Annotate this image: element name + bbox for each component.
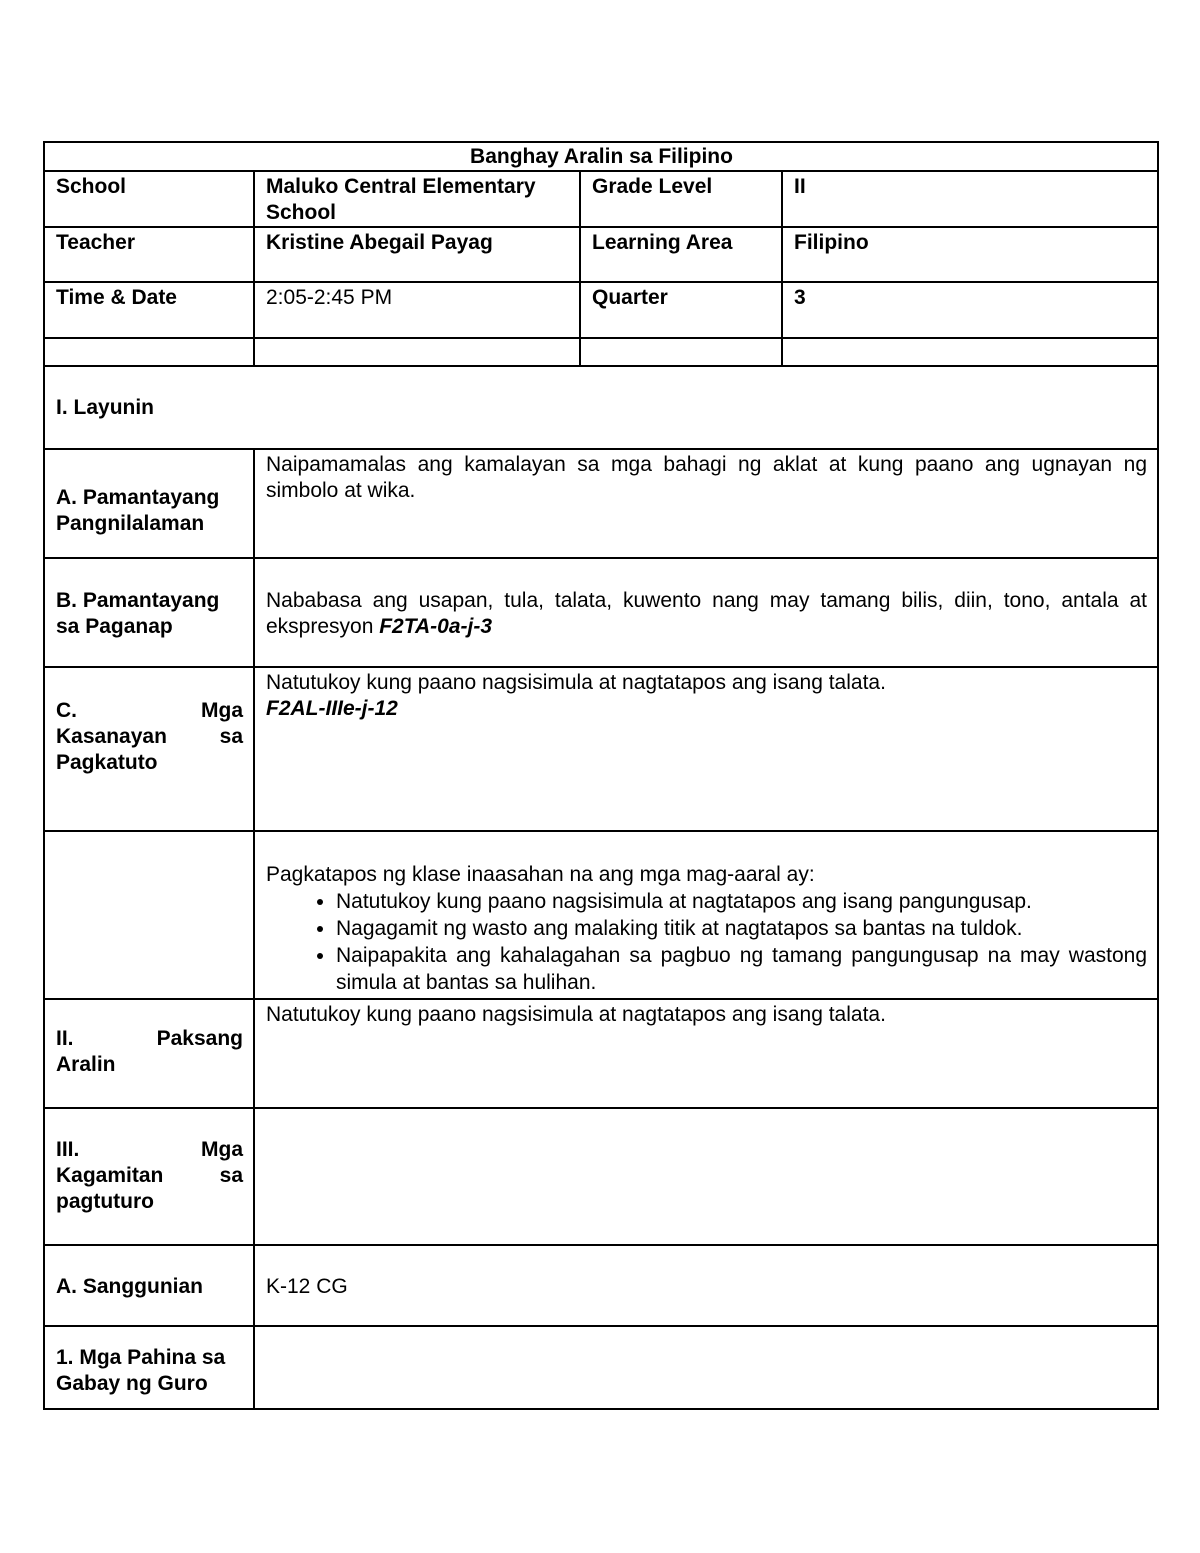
objectives-list (266, 888, 1147, 996)
empty-cell (782, 338, 1158, 366)
kasanayan-text: Natutukoy kung paano nagsisimula at nagtatapos ang isang talata. (266, 671, 886, 694)
grade-level-value: II (782, 171, 1158, 227)
grade-level-label: Grade Level (580, 171, 782, 227)
pamantayang-paganap-text: Nababasa ang usapan, tula, talata, kuwento nang may tamang bilis, diin, tono, antala at ekspresyon (266, 588, 1147, 638)
quarter-label: Quarter (580, 282, 782, 338)
lesson-plan-page (43, 141, 1157, 1410)
sanggunian-label: A. Sanggunian (44, 1245, 254, 1326)
objectives-cell (254, 831, 1158, 999)
time-date-label: Time & Date (44, 282, 254, 338)
paksang-aralin-label: II. Paksang Aralin (44, 999, 254, 1108)
kasanayan-code: F2AL-IIIe-j-12 (266, 697, 398, 720)
kasanayan-label: C. Mga Kasanayan sa Pagkatuto (44, 667, 254, 831)
quarter-value: 3 (782, 282, 1158, 338)
list-item: • Nagagamit ng wasto ang malaking titik at nagtatapos sa bantas na tuldok. (336, 915, 1147, 942)
empty-cell (44, 338, 254, 366)
list-item: • Natutukoy kung paano nagsisimula at nagtatapos ang isang pangungusap. (336, 888, 1147, 915)
paksang-aralin-text: Natutukoy kung paano nagsisimula at nagtatapos ang isang talata. (254, 999, 1158, 1108)
list-item: • Naipapakita ang kahalagahan sa pagbuo ng tamang pangungusap na may wastong simula at bantas sa hulihan. (336, 942, 1147, 996)
teacher-label: Teacher (44, 227, 254, 282)
sanggunian-value: K-12 CG (254, 1245, 1158, 1326)
lesson-plan-table (43, 141, 1159, 1410)
empty-cell (580, 338, 782, 366)
teacher-value: Kristine Abegail Payag (254, 227, 580, 282)
pamantayang-paganap-code: F2TA-0a-j-3 (379, 614, 493, 638)
school-label: School (44, 171, 254, 227)
learning-area-value: Filipino (782, 227, 1158, 282)
pahina-value (254, 1326, 1158, 1409)
pamantayang-pangnilalaman-text: Naipamamalas ang kamalayan sa mga bahagi ng aklat at kung paano ang ugnayan ng simbolo at wika. (254, 449, 1158, 558)
pahina-label: 1. Mga Pahina sa Gabay ng Guro (44, 1326, 254, 1409)
objectives-intro: Pagkatapos ng klase inaasahan na ang mga mag-aaral ay: (266, 863, 815, 886)
empty-cell (44, 831, 254, 999)
empty-cell (254, 338, 580, 366)
kasanayan-cell (254, 667, 1158, 831)
kagamitan-value (254, 1108, 1158, 1245)
school-value: Maluko Central Elementary School (254, 171, 580, 227)
learning-area-label: Learning Area (580, 227, 782, 282)
pamantayang-pangnilalaman-label: A. Pamantayang Pangnilalaman (44, 449, 254, 558)
pamantayang-paganap-cell (254, 558, 1158, 667)
time-date-value: 2:05-2:45 PM (254, 282, 580, 338)
layunin-heading: I. Layunin (44, 366, 1158, 449)
document-title: Banghay Aralin sa Filipino (44, 142, 1158, 171)
kagamitan-label: III. Mga Kagamitan sa pagtuturo (44, 1108, 254, 1245)
pamantayang-paganap-label: B. Pamantayang sa Paganap (44, 558, 254, 667)
